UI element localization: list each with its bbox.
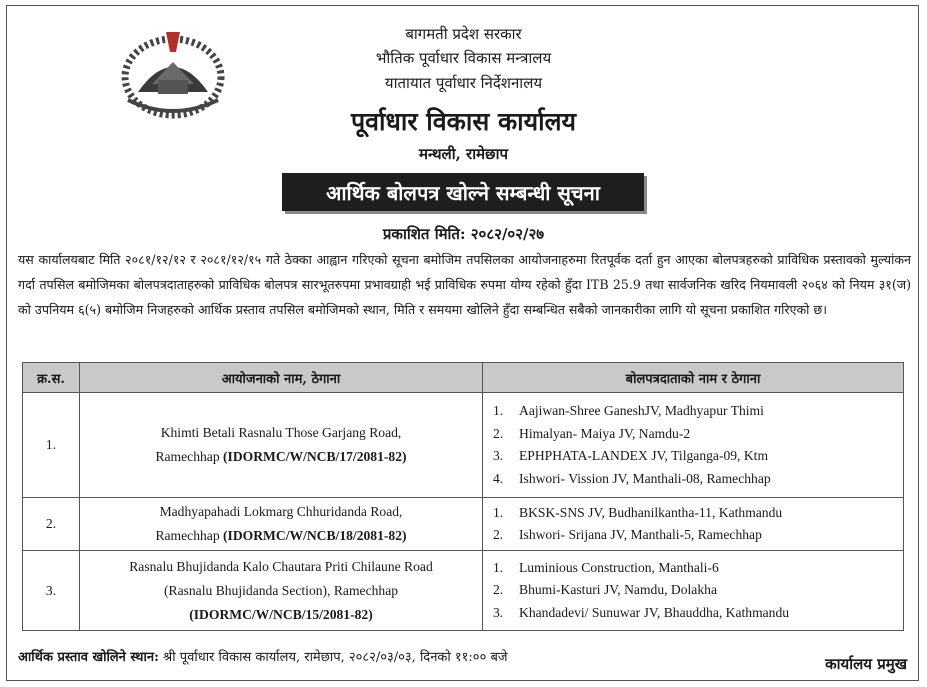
notice-title: आर्थिक बोलपत्र खोल्ने सम्बन्धी सूचना (282, 173, 644, 211)
header-bidder: बोलपत्रदाताको नाम र ठेगाना (483, 363, 904, 393)
header-project: आयोजनाको नाम, ठेगाना (80, 363, 483, 393)
list-item: 2. Himalyan- Maiya JV, Namdu-2 (493, 425, 691, 441)
project-code: (IDORMC/W/NCB/18/2081-82) (223, 528, 407, 543)
project-code: (IDORMC/W/NCB/17/2081-82) (223, 449, 407, 464)
opening-info (18, 647, 508, 665)
notice-body: यस कार्यालयबाट मिति २०८१/१२/१२ र २०८१/१२/१५ गते ठेक्का आह्वान गरिएको सूचना बमोजिम तपसिलका आयोजनाहरुमा रितपूर्वक दर्ता हुन आएका बोलपत्रहरुको प्राविधिक प्रस्तावको मुल्यांकन गर्दा तपसिल बमोजिमका बोलपत्रदाताहरुको प्राविधिक बोलपत्र सारभूतरुपमा प्रभावग्राही भई प्राविधिक रुपमा योग्य रहेको हुँदा ITB 25.9 तथा सार्वजनिक खरिद नियमावली २०६४ को नियम ३१(ज) को उपनियम ६(५) बमोजिम निजहरुको आर्थिक प्रस्ताव तपसिल बमोजिमको स्थान, मिति र समयमा खोलिने हुँदा सम्बन्धित सबैको जानकारीका लागि यो सूचना प्रकाशित गरिएको छ। (18, 252, 911, 317)
row-project (80, 498, 483, 551)
opening-value: श्री पूर्वाधार विकास कार्यालय, रामेछाप, २०८२/०३/०३, दिनको ११:०० बजे (163, 650, 508, 665)
office-location: मन्थली, रामेछाप (419, 145, 508, 163)
list-item: 2. Bhumi-Kasturi JV, Namdu, Dolakha (493, 582, 717, 598)
table-header-row (23, 363, 904, 393)
table-row (23, 551, 904, 631)
project-name: Madhyapahadi Lokmarg Chhuridanda Road, (159, 504, 403, 519)
list-item: 4. Ishwori- Vission JV, Manthali-08, Ramechhap (493, 470, 771, 486)
header-directorate: यातायात पूर्वाधार निर्देशनालय (384, 74, 543, 92)
table-row (23, 498, 904, 551)
bid-table (22, 362, 904, 631)
project-place: Ramechhap (155, 528, 220, 543)
opening-label: आर्थिक प्रस्ताव खोलिने स्थान: (18, 650, 159, 665)
header-sn: क्र.स. (23, 363, 80, 393)
list-item: 1. Luminious Construction, Manthali-6 (493, 559, 719, 575)
row-sn: 2. (23, 498, 80, 551)
row-project (80, 551, 483, 631)
list-item: 3. EPHPHATA-LANDEX JV, Tilganga-09, Ktm (493, 448, 769, 463)
project-name: Khimti Betali Rasnalu Those Garjang Road, (160, 425, 402, 440)
list-item: 2. Ishwori- Srijana JV, Manthali-5, Ramechhap (493, 527, 762, 542)
project-name: Rasnalu Bhujidanda Kalo Chautara Priti Chilaune Road (129, 558, 433, 574)
project-code: (IDORMC/W/NCB/15/2081-82) (189, 606, 373, 622)
published-date: प्रकाशित मिति: २०८२/०२/२७ (382, 225, 545, 243)
table-row (23, 393, 904, 498)
header-ministry: भौतिक पूर्वाधार विकास मन्त्रालय (375, 49, 552, 67)
row-bidders (483, 551, 904, 631)
project-place: (Rasnalu Bhujidanda Section), Ramechhap (163, 582, 399, 598)
row-bidders (483, 393, 904, 498)
list-item: 1. Aajiwan-Shree GaneshJV, Madhyapur Thimi (493, 403, 764, 418)
row-sn: 1. (23, 393, 80, 498)
signature-label: कार्यालय प्रमुख (825, 655, 907, 673)
row-bidders (483, 498, 904, 551)
row-sn: 3. (23, 551, 80, 631)
list-item: 1. BKSK-SNS JV, Budhanilkantha-11, Kathmandu (493, 504, 783, 520)
list-item: 3. Khandadevi/ Sunuwar JV, Bhauddha, Kathmandu (493, 604, 790, 620)
office-title: पूर्वाधार विकास कार्यालय (350, 107, 577, 136)
project-place: Ramechhap (155, 449, 220, 464)
row-project (80, 393, 483, 498)
header-province: बागमती प्रदेश सरकार (405, 25, 522, 43)
